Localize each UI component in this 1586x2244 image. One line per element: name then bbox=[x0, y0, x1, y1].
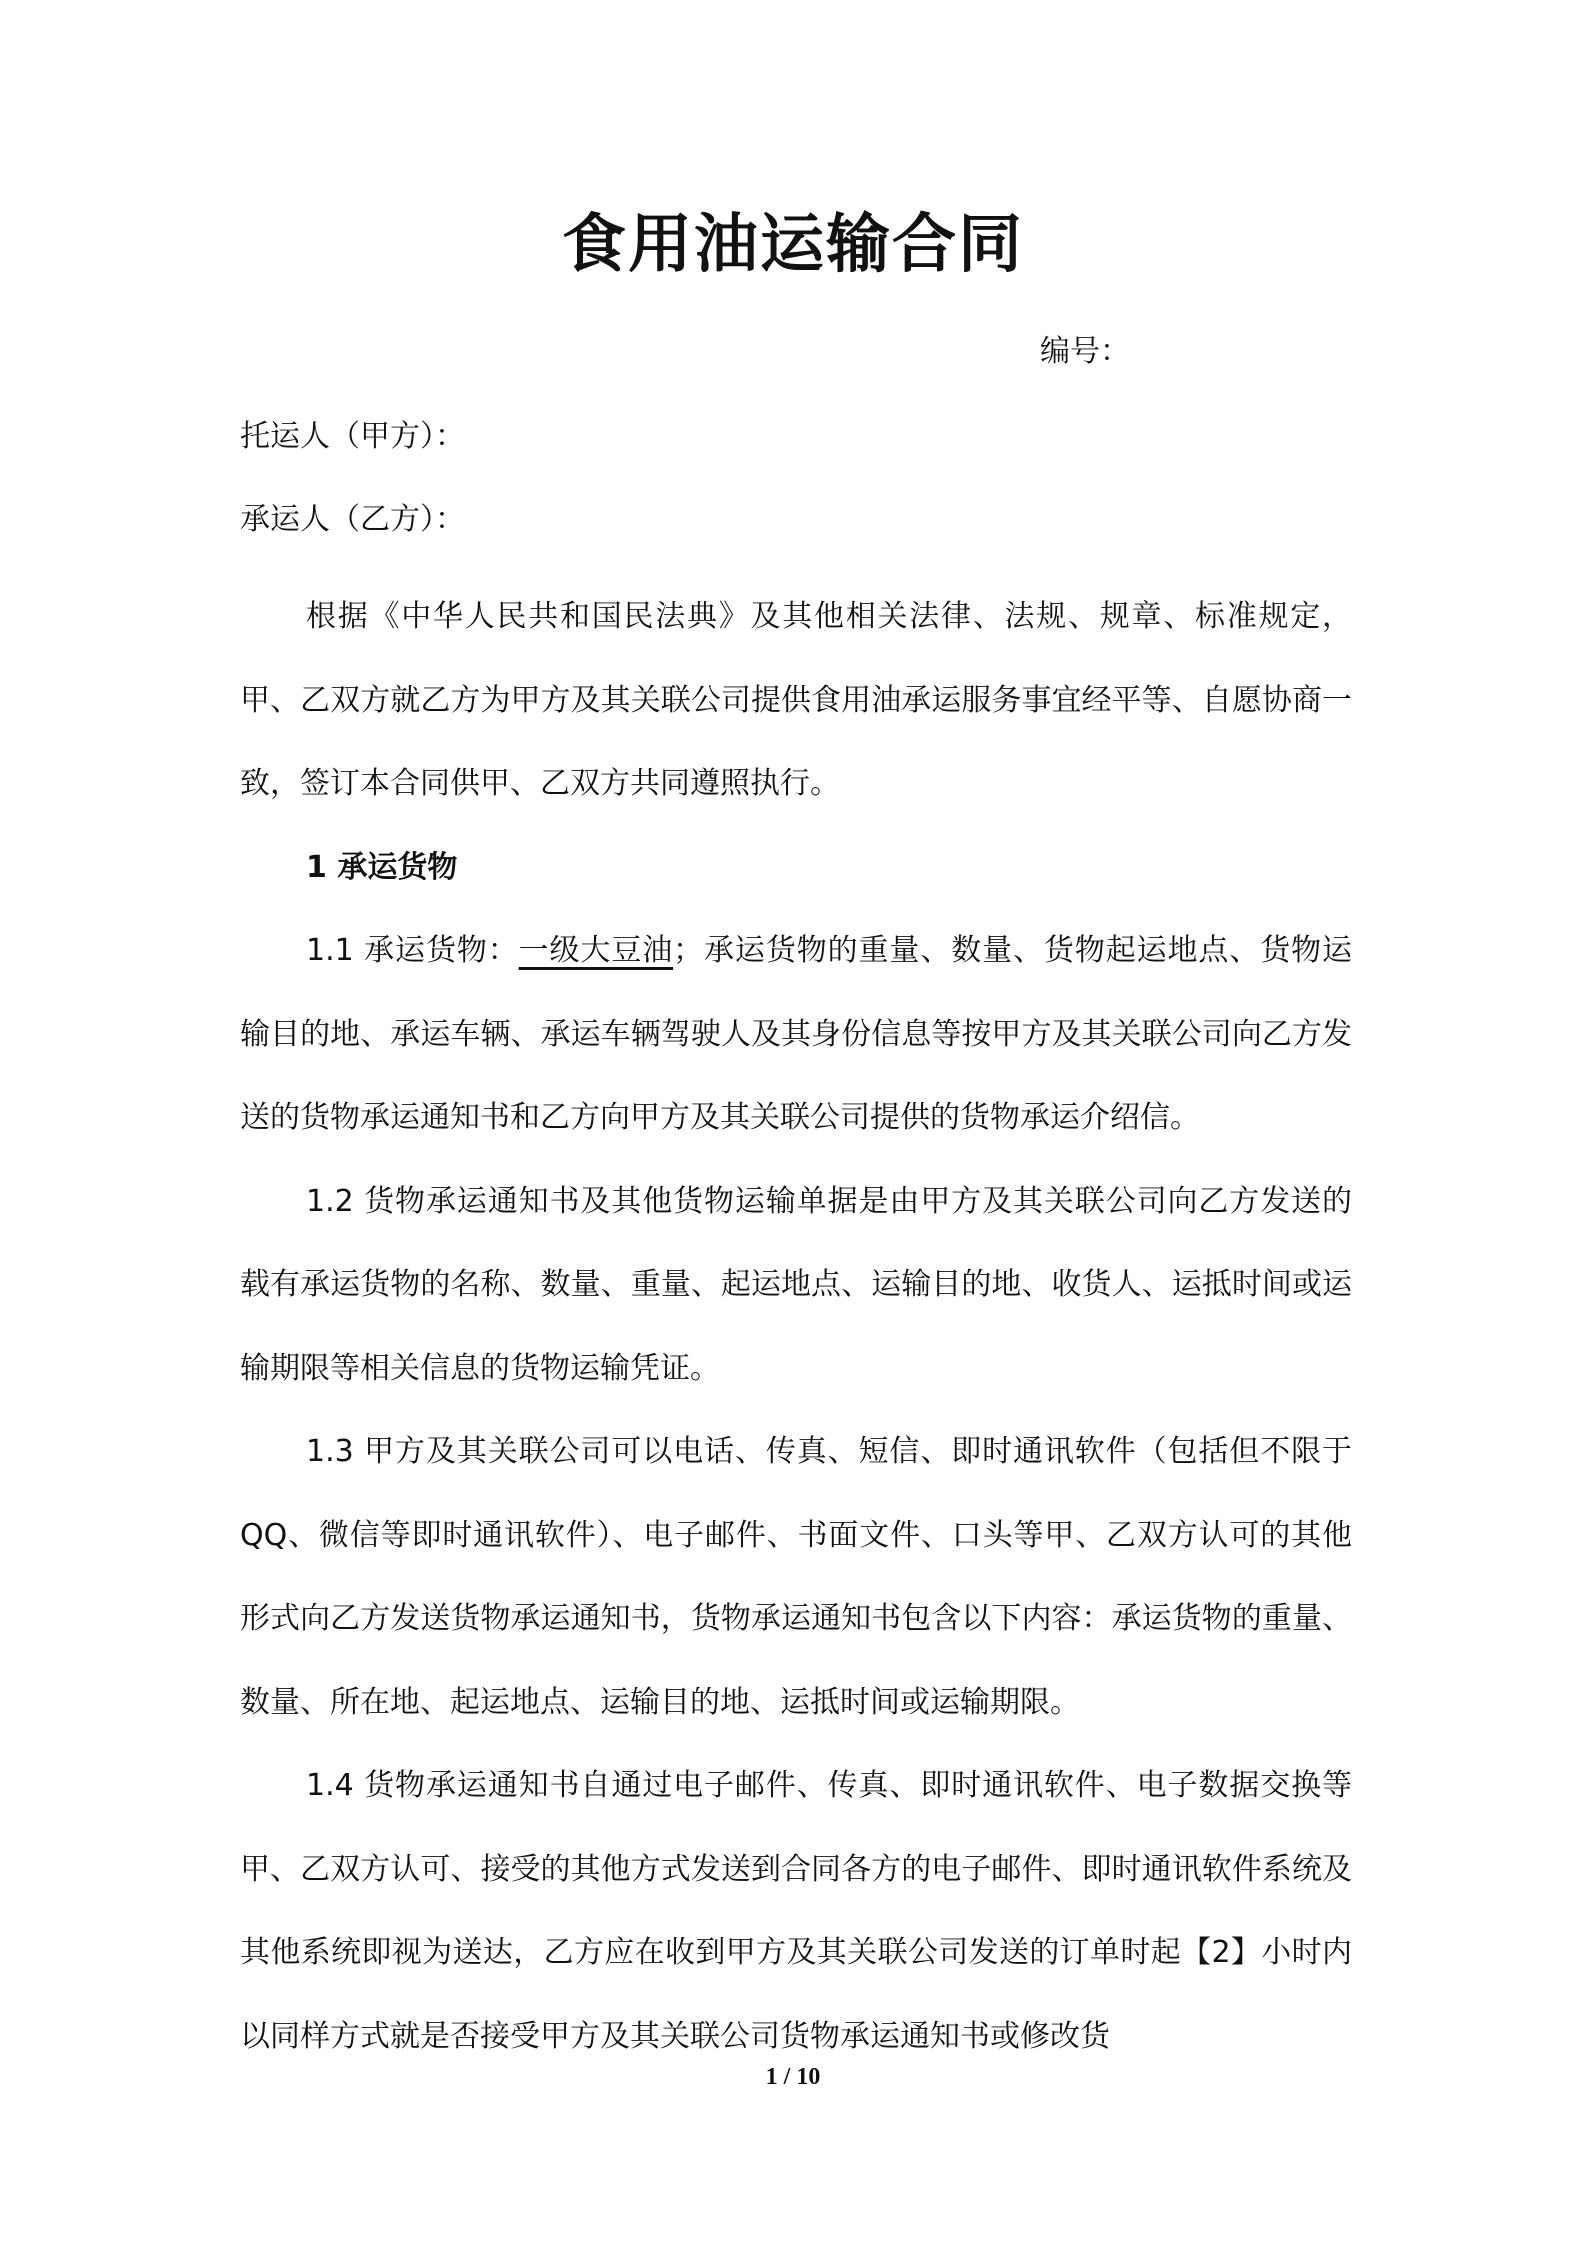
shipper-label: 托运人（甲方）： bbox=[240, 419, 465, 454]
contract-body bbox=[240, 575, 1352, 2078]
goods-name: 一级大豆油 bbox=[518, 933, 674, 968]
section-heading: 1 承运货物 bbox=[306, 849, 458, 885]
clause-1-3: 1.3 甲方及其关联公司可以电话、传真、短信、即时通讯软件（包括但不限于 QQ、微信等即时通讯软件）、电子邮件、书面文件、口头等甲、乙双方认可的其他形式向乙方发送货物承运通知书，货物承运通知书包含以下内容：承运货物的重量、数量、所在地、起运地点、运输目的地、运抵时间或运输期限。 bbox=[240, 1434, 1352, 1720]
preamble-paragraph: 根据《中华人民共和国民法典》及其他相关法律、法规、规章、标准规定，甲、乙双方就乙方为甲方及其关联公司提供食用油承运服务事宜经平等、自愿协商一致，签订本合同供甲、乙双方共同遵照执行。 bbox=[240, 599, 1352, 801]
page-number: 1 / 10 bbox=[765, 2064, 821, 2090]
clause-1-1-rest: ；承运货物的重量、数量、货物起运地点、货物运输目的地、承运车辆、承运车辆驾驶人及其身份信息等按甲方及其关联公司向乙方发送的货物承运通知书和乙方向甲方及其关联公司提供的货物承运介绍信。 bbox=[240, 933, 1353, 1135]
clause-1-1-prefix: 1.1 承运货物： bbox=[306, 933, 519, 968]
document-title: 食用油运输合同 bbox=[562, 208, 1024, 282]
clause-1-4: 1.4 货物承运通知书自通过电子邮件、传真、即时通讯软件、电子数据交换等甲、乙双方认可、接受的其他方式发送到合同各方的电子邮件、即时通讯软件系统及其他系统即视为送达，乙方应在收到甲方及其关联公司发送的订单时起【2】小时内以同样方式就是否接受甲方及其关联公司货物承运通知书或修改货 bbox=[240, 1768, 1352, 2054]
clause-1-1 bbox=[240, 909, 1352, 1160]
carrier-label: 承运人（乙方）： bbox=[240, 502, 465, 537]
serial-number-label: 编号： bbox=[1040, 334, 1130, 369]
clause-1-2: 1.2 货物承运通知书及其他货物运输单据是由甲方及其关联公司向乙方发送的载有承运货物的名称、数量、重量、起运地点、运输目的地、收货人、运抵时间或运输期限等相关信息的货物运输凭证。 bbox=[240, 1183, 1352, 1386]
